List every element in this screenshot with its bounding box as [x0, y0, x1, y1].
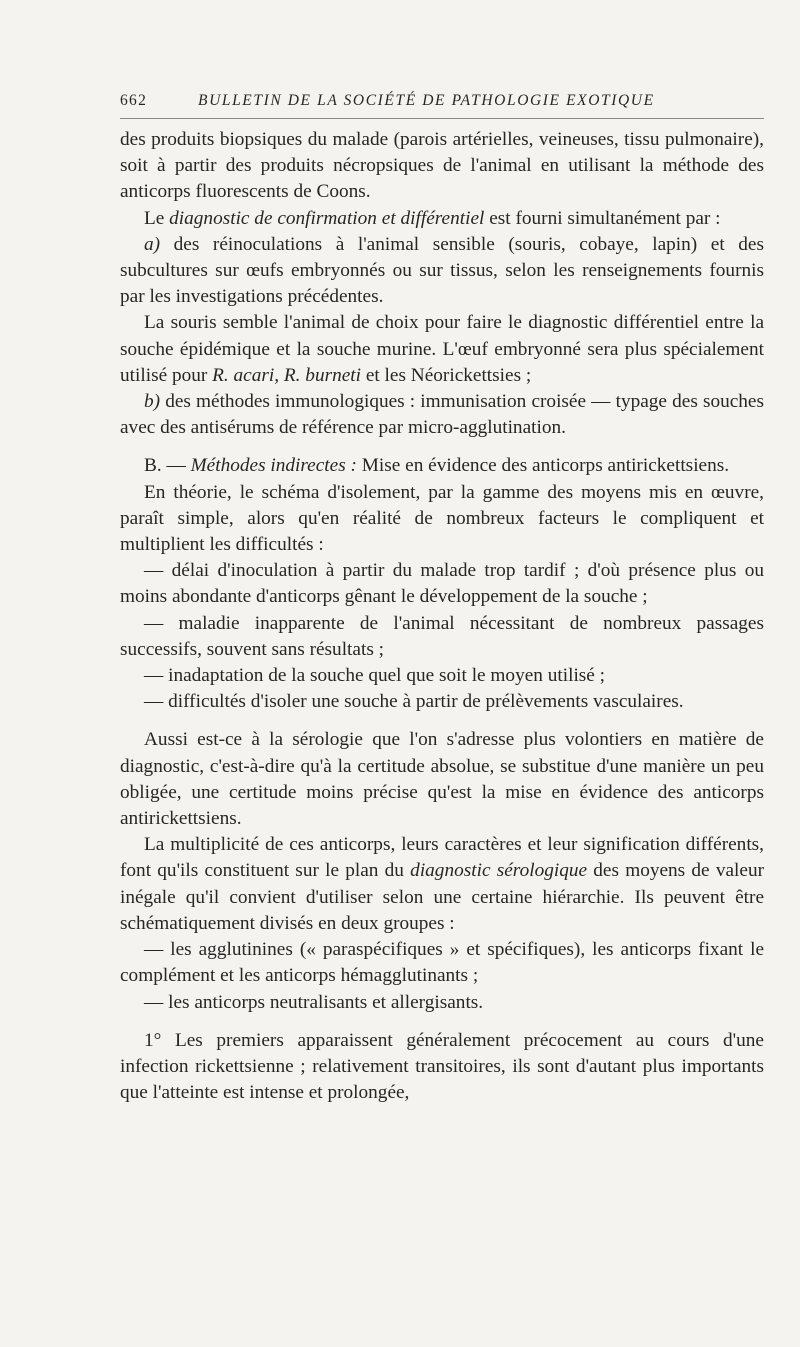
- list-item: — inadaptation de la souche quel que soit le moyen utilisé ;: [144, 665, 606, 687]
- body-text: [120, 127, 764, 1106]
- paragraph: Aussi est-ce à la sérologie que l'on s'adresse plus volontiers en matière de diagnostic, c'est-à-dire qu'à la certitude absolue, se substitue d'une manière un peu obligée, une certitude moins précise qu'est la mise en évidence des anticorps antirickettsiens.: [120, 729, 764, 830]
- list-item: — les anticorps neutralisants et allergisants.: [144, 991, 484, 1013]
- paragraph: [120, 310, 764, 389]
- paragraph: En théorie, le schéma d'isolement, par la gamme des moyens mis en œuvre, paraît simple, alors qu'en réalité de nombreux facteurs le compliquent et multiplient les difficultés :: [120, 481, 764, 556]
- italic-term: R. acari, R. burneti: [212, 364, 361, 386]
- paragraph: [120, 389, 764, 441]
- list-item: — maladie inapparente de l'animal nécessitant de nombreux passages successifs, souvent sans résultats ;: [120, 612, 764, 660]
- text-run: des réinoculations à l'animal sensible (souris, cobaye, lapin) et des subcultures sur œufs embryonnés ou sur tissus, selon les renseignements fournis par les investigations précédentes.: [120, 233, 764, 308]
- text-run: et les Néorickettsies ;: [361, 364, 532, 386]
- text-run: La multiplicité de ces anticorps, leurs caractères et leur signification différents, font qu'ils constituent sur le plan du: [120, 834, 764, 882]
- text-run: des méthodes immunologiques : immunisation croisée — typage des souches avec des antisérums de référence par micro-agglutination.: [120, 391, 764, 439]
- text-run: des moyens de valeur inégale qu'il convient d'utiliser selon une certaine hiérarchie. Ils peuvent être schématiquement divisés en deux groupes :: [120, 860, 765, 934]
- text-run: est fourni simultanément par :: [484, 207, 721, 229]
- paragraph: [120, 206, 764, 232]
- italic-term: diagnostic de confirmation et différentiel: [169, 207, 485, 229]
- list-label: a): [144, 233, 161, 255]
- running-title: BULLETIN DE LA SOCIÉTÉ DE PATHOLOGIE EXOTIQUE: [198, 92, 655, 109]
- running-header: [120, 92, 764, 119]
- list-item: — délai d'inoculation à partir du malade trop tardif ; d'où présence plus ou moins abondante d'anticorps gênant le développement de la souche ;: [120, 560, 764, 608]
- list-item: — difficultés d'isoler une souche à partir de prélèvements vasculaires.: [144, 691, 684, 713]
- text-run: Le: [144, 207, 170, 229]
- paragraph: des produits biopsiques du malade (parois artérielles, veineuses, tissu pulmonaire), soit à partir des produits nécropsiques de l'animal en utilisant la méthode des anticorps fluorescents de Coons.: [120, 129, 764, 203]
- list-item: — les agglutinines (« paraspécifiques » et spécifiques), les anticorps fixant le complément et les anticorps hémagglutinants ;: [120, 939, 764, 987]
- paragraph: [120, 232, 764, 311]
- text-run: La souris semble l'animal de choix pour faire le diagnostic différentiel entre la souche épidémique et la souche murine. L'œuf embryonné sera plus spécialement utilisé pour: [120, 312, 764, 386]
- paragraph: [120, 832, 764, 937]
- section-heading-paragraph: [120, 453, 764, 479]
- italic-term: Méthodes indirectes :: [190, 455, 357, 477]
- italic-term: diagnostic sérologique: [410, 860, 588, 882]
- text-run: Mise en évidence des anticorps antirickettsiens.: [356, 455, 730, 477]
- paragraph: 1° Les premiers apparaissent généralement précocement au cours d'une infection rickettsienne ; relativement transitoires, ils sont d'autant plus importants que l'atteinte est intense et prolongée,: [120, 1029, 764, 1104]
- list-label: b): [144, 391, 161, 413]
- text-run: B. —: [144, 455, 191, 477]
- page-number: 662: [120, 92, 148, 109]
